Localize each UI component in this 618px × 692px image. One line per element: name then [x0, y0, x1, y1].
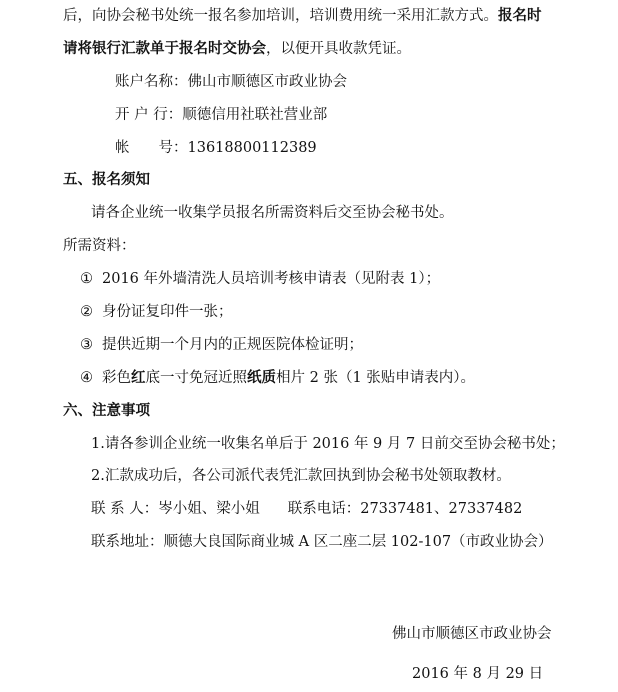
item-4-number: ④ — [80, 370, 93, 386]
item-4-mid: 底一寸免冠近照 — [145, 370, 247, 386]
account-number-row — [115, 139, 317, 157]
section-6-heading: 六、注意事项 — [63, 402, 150, 419]
section-5-intro: 请各企业统一收集学员报名所需资料后交至协会秘书处。 — [91, 205, 454, 221]
item-3-number: ③ — [80, 337, 93, 353]
bank-label: 开 户 行： — [115, 107, 183, 123]
account-name-label: 账户名称： — [115, 74, 188, 90]
signature-date: 2016 年 8 月 29 日 — [412, 666, 544, 682]
signature-org: 佛山市顺德区市政业协会 — [392, 626, 552, 642]
material-item-2 — [80, 303, 233, 321]
material-item-4 — [80, 369, 475, 387]
item-3-text: 提供近期一个月内的正规医院体检证明； — [102, 337, 363, 353]
item-4-pre: 彩色 — [102, 370, 131, 386]
material-item-1 — [80, 270, 440, 288]
bank-value: 顺德信用社联社营业部 — [182, 107, 328, 123]
bank-row — [115, 106, 327, 124]
item-1-number: ① — [80, 271, 93, 287]
intro-text-normal-2: ，以便开具收款凭证。 — [266, 41, 411, 57]
item-4-bold-paper: 纸质 — [247, 369, 276, 386]
item-2-text: 身份证复印件一张； — [102, 304, 233, 320]
materials-label: 所需资料： — [63, 238, 136, 254]
item-1-text: 2016 年外墙清洗人员培训考核申请表（见附表 1）； — [102, 271, 441, 287]
contact-person: 联 系 人：岑小姐、梁小姐 — [91, 501, 260, 517]
section-5-heading: 五、报名须知 — [63, 171, 150, 188]
notice-item-2: 2.汇款成功后，各公司派代表凭汇款回执到协会秘书处领取教材。 — [91, 468, 511, 484]
item-4-post: 相片 2 张（1 张贴申请表内）。 — [276, 370, 476, 386]
notice-item-1: 1.请各参训企业统一收集名单后于 2016 年 9 月 7 日前交至协会秘书处； — [91, 436, 565, 452]
intro-line-2 — [63, 40, 411, 58]
account-number-label: 帐 号： — [115, 140, 188, 156]
account-name-value: 佛山市顺德区市政业协会 — [187, 74, 347, 90]
account-name-row — [115, 73, 347, 91]
intro-line-1 — [63, 7, 542, 25]
intro-text-bold: 报名时 — [498, 7, 542, 24]
material-item-3 — [80, 336, 363, 354]
item-4-bold-red: 红 — [131, 369, 146, 386]
contact-phone: 联系电话：27337481、27337482 — [287, 501, 523, 517]
contact-address: 联系地址：顺德大良国际商业城 A 区二座二层 102-107（市政业协会） — [91, 534, 553, 550]
intro-text-normal: 后，向协会秘书处统一报名参加培训，培训费用统一采用汇款方式。 — [63, 8, 498, 24]
item-2-number: ② — [80, 304, 93, 320]
account-number-value: 13618800112389 — [187, 140, 317, 156]
contact-row — [91, 500, 522, 518]
intro-text-bold-2: 请将银行汇款单于报名时交协会 — [63, 40, 266, 57]
